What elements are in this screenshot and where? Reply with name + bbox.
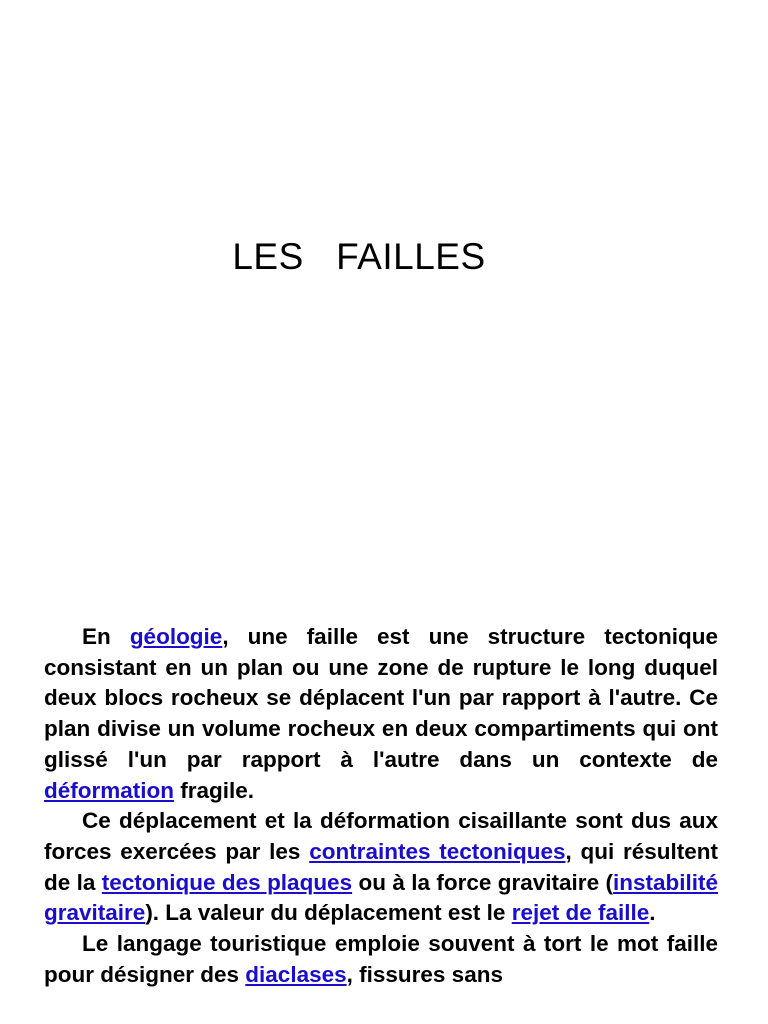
- paragraph: [44, 806, 718, 929]
- wiki-link[interactable]: déformation: [44, 777, 175, 803]
- paragraph-text: , fissures sans: [346, 961, 503, 987]
- paragraph-text: Ce déplacement et la déformation cisaillante sont dus aux forces exercées par les: [44, 808, 718, 864]
- paragraph: [44, 929, 718, 990]
- paragraph-text: , qui résultent de la: [44, 838, 718, 895]
- paragraph-text: .: [649, 900, 656, 926]
- paragraph-text: ). La valeur du déplacement est le: [145, 900, 512, 926]
- paragraph-text: ou à la force gravitaire (: [352, 869, 613, 895]
- paragraph-text: Le langage touristique emploie souvent à tort le mot faille pour désigner des: [44, 931, 718, 987]
- paragraph-text: fragile.: [174, 777, 255, 803]
- wiki-link[interactable]: tectonique des plaques: [101, 869, 353, 895]
- paragraph-text: , une faille est une structure tectonique consistant en un plan ou une zone de rupture le long duquel deux blocs rocheux se déplacent l'un par rapport à l'autre. Ce plan divise un volume rocheux en deux compartiments qui ont glissé l'un par rapport à l'autre dans un contexte de: [44, 624, 718, 772]
- wiki-link[interactable]: géologie: [129, 624, 223, 649]
- document-title: LES FAILLES: [232, 236, 486, 277]
- wiki-link[interactable]: contraintes tectoniques: [309, 838, 566, 864]
- wiki-link[interactable]: instabilité gravitaire: [44, 869, 718, 926]
- wiki-link[interactable]: rejet de faille: [511, 900, 650, 926]
- wiki-link[interactable]: diaclases: [245, 961, 347, 987]
- paragraph: [44, 622, 718, 806]
- paragraph-text: En: [82, 624, 130, 649]
- document-body: [44, 622, 718, 990]
